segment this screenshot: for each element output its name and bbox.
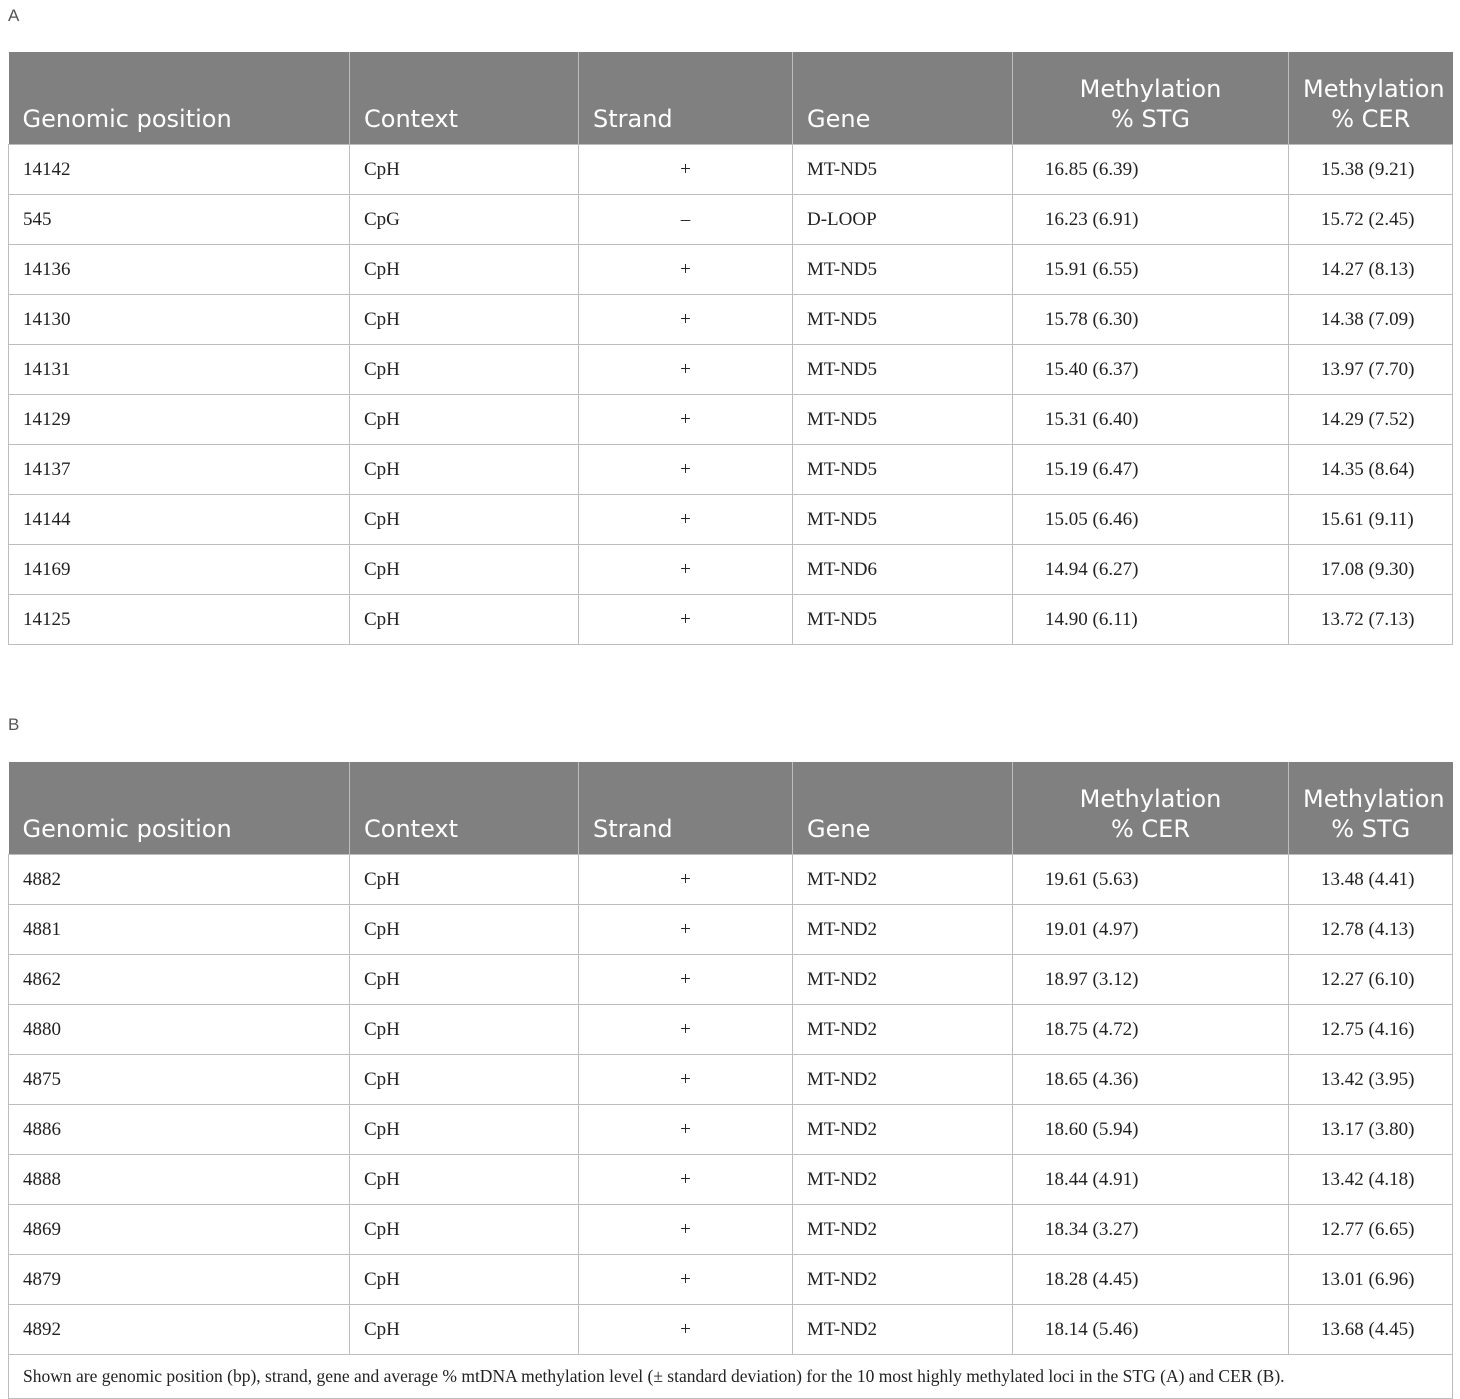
cell-methylation-1: 16.85 (6.39) — [1013, 145, 1289, 195]
cell-methylation-2: 12.27 (6.10) — [1289, 955, 1453, 1005]
cell-genomic-position: 4886 — [9, 1105, 350, 1155]
panel-label-b: B — [8, 715, 20, 734]
cell-methylation-2: 13.17 (3.80) — [1289, 1105, 1453, 1155]
cell-gene: MT-ND2 — [793, 1205, 1013, 1255]
cell-gene: MT-ND2 — [793, 1055, 1013, 1105]
cell-gene: MT-ND2 — [793, 1105, 1013, 1155]
cell-methylation-2: 14.35 (8.64) — [1289, 445, 1453, 495]
header-row — [9, 52, 1453, 145]
cell-genomic-position: 4881 — [9, 905, 350, 955]
table-row — [9, 1005, 1453, 1055]
table-row — [9, 1305, 1453, 1355]
header-methylation-stg: Methylation % STG — [1013, 52, 1289, 145]
cell-strand: + — [579, 145, 793, 195]
table-a — [8, 52, 1453, 645]
header-methylation-stg: Methylation % STG — [1289, 762, 1453, 855]
cell-methylation-2: 14.38 (7.09) — [1289, 295, 1453, 345]
cell-strand: + — [579, 595, 793, 645]
cell-methylation-2: 15.61 (9.11) — [1289, 495, 1453, 545]
cell-genomic-position: 4869 — [9, 1205, 350, 1255]
cell-gene: MT-ND2 — [793, 855, 1013, 905]
cell-context: CpH — [350, 245, 579, 295]
cell-genomic-position: 4862 — [9, 955, 350, 1005]
cell-genomic-position: 14130 — [9, 295, 350, 345]
panel-label-a: A — [8, 6, 20, 25]
cell-genomic-position: 14129 — [9, 395, 350, 445]
cell-strand: + — [579, 545, 793, 595]
cell-methylation-2: 13.42 (3.95) — [1289, 1055, 1453, 1105]
cell-strand: + — [579, 345, 793, 395]
cell-methylation-2: 13.48 (4.41) — [1289, 855, 1453, 905]
table-row — [9, 1205, 1453, 1255]
header-gene: Gene — [793, 762, 1013, 855]
cell-gene: MT-ND2 — [793, 955, 1013, 1005]
table-row — [9, 345, 1453, 395]
cell-methylation-2: 12.78 (4.13) — [1289, 905, 1453, 955]
cell-context: CpH — [350, 1005, 579, 1055]
cell-strand: + — [579, 1105, 793, 1155]
cell-methylation-1: 19.61 (5.63) — [1013, 855, 1289, 905]
cell-methylation-1: 19.01 (4.97) — [1013, 905, 1289, 955]
header-methylation-cer: Methylation % CER — [1013, 762, 1289, 855]
cell-methylation-1: 16.23 (6.91) — [1013, 195, 1289, 245]
cell-context: CpH — [350, 445, 579, 495]
cell-genomic-position: 14137 — [9, 445, 350, 495]
cell-gene: MT-ND5 — [793, 345, 1013, 395]
cell-gene: MT-ND5 — [793, 495, 1013, 545]
table-row — [9, 395, 1453, 445]
table-row — [9, 1105, 1453, 1155]
cell-context: CpH — [350, 295, 579, 345]
cell-methylation-1: 18.34 (3.27) — [1013, 1205, 1289, 1255]
cell-gene: MT-ND2 — [793, 1005, 1013, 1055]
cell-genomic-position: 14144 — [9, 495, 350, 545]
cell-context: CpH — [350, 495, 579, 545]
header-strand: Strand — [579, 52, 793, 145]
cell-gene: MT-ND5 — [793, 595, 1013, 645]
table-row — [9, 1155, 1453, 1205]
table-footnote: Shown are genomic position (bp), strand, gene and average % mtDNA methylation level (± standard deviation) for the 10 most highly methylated loci in the STG (A) and CER (B). — [9, 1355, 1453, 1399]
table-row — [9, 955, 1453, 1005]
table-row — [9, 905, 1453, 955]
cell-context: CpG — [350, 195, 579, 245]
header-methylation-cer: Methylation % CER — [1289, 52, 1453, 145]
cell-methylation-2: 13.01 (6.96) — [1289, 1255, 1453, 1305]
cell-methylation-2: 12.77 (6.65) — [1289, 1205, 1453, 1255]
cell-gene: MT-ND5 — [793, 145, 1013, 195]
cell-methylation-2: 14.29 (7.52) — [1289, 395, 1453, 445]
table-row — [9, 145, 1453, 195]
cell-context: CpH — [350, 1305, 579, 1355]
cell-methylation-1: 18.97 (3.12) — [1013, 955, 1289, 1005]
cell-gene: MT-ND5 — [793, 395, 1013, 445]
cell-methylation-2: 13.68 (4.45) — [1289, 1305, 1453, 1355]
table-row — [9, 855, 1453, 905]
cell-genomic-position: 4888 — [9, 1155, 350, 1205]
header-genomic-position: Genomic position — [9, 52, 350, 145]
cell-strand: – — [579, 195, 793, 245]
cell-genomic-position: 4875 — [9, 1055, 350, 1105]
cell-gene: MT-ND6 — [793, 545, 1013, 595]
cell-gene: MT-ND2 — [793, 1255, 1013, 1305]
cell-strand: + — [579, 1255, 793, 1305]
cell-methylation-1: 18.60 (5.94) — [1013, 1105, 1289, 1155]
cell-gene: MT-ND2 — [793, 1305, 1013, 1355]
cell-context: CpH — [350, 545, 579, 595]
cell-genomic-position: 14136 — [9, 245, 350, 295]
cell-context: CpH — [350, 345, 579, 395]
cell-strand: + — [579, 445, 793, 495]
cell-genomic-position: 4880 — [9, 1005, 350, 1055]
cell-methylation-1: 15.05 (6.46) — [1013, 495, 1289, 545]
footnote-row — [9, 1355, 1453, 1399]
cell-context: CpH — [350, 955, 579, 1005]
table-row — [9, 445, 1453, 495]
cell-strand: + — [579, 905, 793, 955]
table-row — [9, 545, 1453, 595]
cell-genomic-position: 4892 — [9, 1305, 350, 1355]
cell-genomic-position: 14125 — [9, 595, 350, 645]
cell-context: CpH — [350, 145, 579, 195]
cell-methylation-2: 15.72 (2.45) — [1289, 195, 1453, 245]
cell-genomic-position: 4879 — [9, 1255, 350, 1305]
cell-context: CpH — [350, 1205, 579, 1255]
cell-genomic-position: 545 — [9, 195, 350, 245]
table-row — [9, 495, 1453, 545]
cell-gene: MT-ND2 — [793, 1155, 1013, 1205]
cell-context: CpH — [350, 1055, 579, 1105]
cell-context: CpH — [350, 1255, 579, 1305]
table-row — [9, 295, 1453, 345]
cell-strand: + — [579, 1055, 793, 1105]
table-row — [9, 245, 1453, 295]
cell-context: CpH — [350, 1105, 579, 1155]
cell-gene: MT-ND5 — [793, 295, 1013, 345]
cell-strand: + — [579, 295, 793, 345]
header-genomic-position: Genomic position — [9, 762, 350, 855]
cell-strand: + — [579, 1305, 793, 1355]
cell-methylation-1: 18.75 (4.72) — [1013, 1005, 1289, 1055]
cell-methylation-2: 17.08 (9.30) — [1289, 545, 1453, 595]
cell-methylation-1: 18.44 (4.91) — [1013, 1155, 1289, 1205]
cell-genomic-position: 4882 — [9, 855, 350, 905]
table-row — [9, 595, 1453, 645]
table-row — [9, 1255, 1453, 1305]
cell-methylation-1: 15.78 (6.30) — [1013, 295, 1289, 345]
cell-gene: MT-ND5 — [793, 245, 1013, 295]
cell-context: CpH — [350, 905, 579, 955]
cell-context: CpH — [350, 855, 579, 905]
cell-genomic-position: 14169 — [9, 545, 350, 595]
cell-methylation-1: 15.19 (6.47) — [1013, 445, 1289, 495]
cell-genomic-position: 14142 — [9, 145, 350, 195]
header-strand: Strand — [579, 762, 793, 855]
cell-methylation-2: 13.72 (7.13) — [1289, 595, 1453, 645]
header-row — [9, 762, 1453, 855]
cell-strand: + — [579, 955, 793, 1005]
cell-methylation-2: 14.27 (8.13) — [1289, 245, 1453, 295]
cell-methylation-1: 18.28 (4.45) — [1013, 1255, 1289, 1305]
cell-methylation-1: 14.90 (6.11) — [1013, 595, 1289, 645]
cell-gene: MT-ND2 — [793, 905, 1013, 955]
header-gene: Gene — [793, 52, 1013, 145]
cell-methylation-2: 13.97 (7.70) — [1289, 345, 1453, 395]
cell-methylation-2: 13.42 (4.18) — [1289, 1155, 1453, 1205]
cell-methylation-1: 15.31 (6.40) — [1013, 395, 1289, 445]
cell-methylation-1: 18.65 (4.36) — [1013, 1055, 1289, 1105]
cell-methylation-2: 12.75 (4.16) — [1289, 1005, 1453, 1055]
cell-strand: + — [579, 1005, 793, 1055]
cell-methylation-2: 15.38 (9.21) — [1289, 145, 1453, 195]
cell-methylation-1: 14.94 (6.27) — [1013, 545, 1289, 595]
header-context: Context — [350, 762, 579, 855]
table-b — [8, 762, 1453, 1399]
cell-gene: D-LOOP — [793, 195, 1013, 245]
cell-context: CpH — [350, 1155, 579, 1205]
cell-strand: + — [579, 1205, 793, 1255]
cell-context: CpH — [350, 395, 579, 445]
cell-context: CpH — [350, 595, 579, 645]
table-row — [9, 195, 1453, 245]
cell-strand: + — [579, 495, 793, 545]
cell-gene: MT-ND5 — [793, 445, 1013, 495]
cell-methylation-1: 15.40 (6.37) — [1013, 345, 1289, 395]
cell-strand: + — [579, 855, 793, 905]
cell-strand: + — [579, 245, 793, 295]
cell-strand: + — [579, 1155, 793, 1205]
table-row — [9, 1055, 1453, 1105]
cell-strand: + — [579, 395, 793, 445]
header-context: Context — [350, 52, 579, 145]
cell-genomic-position: 14131 — [9, 345, 350, 395]
cell-methylation-1: 18.14 (5.46) — [1013, 1305, 1289, 1355]
cell-methylation-1: 15.91 (6.55) — [1013, 245, 1289, 295]
